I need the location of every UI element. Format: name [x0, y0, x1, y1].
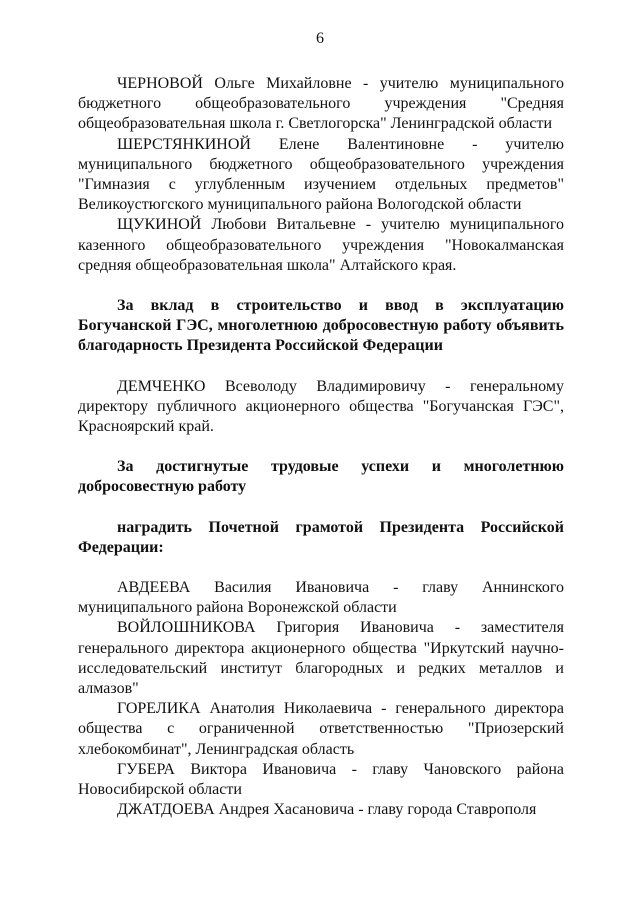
- section-heading-labor-success: За достигнутые трудовые успехи и многолетнюю добросовестную работу: [78, 458, 564, 496]
- award-entry-shchukina: ЩУКИНОЙ Любови Витальевне - учителю муниципального казенного общеобразовательного учреждения "Новокалманская средняя общеобразовательная школа" Алтайского края.: [78, 216, 564, 274]
- award-entry-voyloshnikov: ВОЙЛОШНИКОВА Григория Ивановича - заместителя генерального директора акционерного общества "Иркутский научно-исследовательский институт благородных и редких металлов и алмазов": [78, 619, 564, 698]
- award-entry-gorelik: ГОРЕЛИКА Анатолия Николаевича - генерального директора общества с ограниченной ответственностью "Приозерский хлебокомбинат", Ленинградская область: [78, 700, 564, 758]
- award-entry-demchenko: ДЕМЧЕНКО Всеволоду Владимировичу - генеральному директору публичного акционерного общества "Богучанская ГЭС", Красноярский край.: [78, 377, 564, 436]
- award-entry-guber: ГУБЕРА Виктора Ивановича - главу Чановского района Новосибирской области: [78, 760, 564, 799]
- award-entry-sherstyankina: ШЕРСТЯНКИНОЙ Елене Валентиновне - учителю муниципального бюджетного общеобразовательного учреждения "Гимназия с углубленным изучением отдельных предметов" Великоустюгского муниципального района Вологодской области: [78, 135, 564, 214]
- award-entry-avdeev: АВДЕЕВА Василия Ивановича - главу Аннинского муниципального района Воронежской области: [78, 579, 564, 617]
- award-entry-chernova: ЧЕРНОВОЙ Ольге Михайловне - учителю муниципального бюджетного общеобразовательного учреждения "Средняя общеобразовательная школа г. Светлогорска" Ленинградской области: [78, 75, 564, 133]
- page-number: 6: [316, 30, 324, 47]
- document-body: [78, 74, 564, 821]
- award-entry-dzhatdoev: ДЖАТДОЕВА Андрея Хасановича - главу города Ставрополя: [117, 801, 537, 819]
- section-heading-boguchanskaya: За вклад в строительство и ввод в эксплуатацию Богучанской ГЭС, многолетнюю добросовестную работу объявить благодарность Президента Российской Федерации: [78, 297, 564, 355]
- section-heading-honorary-certificate: наградить Почетной грамотой Президента Российской Федерации:: [78, 518, 564, 556]
